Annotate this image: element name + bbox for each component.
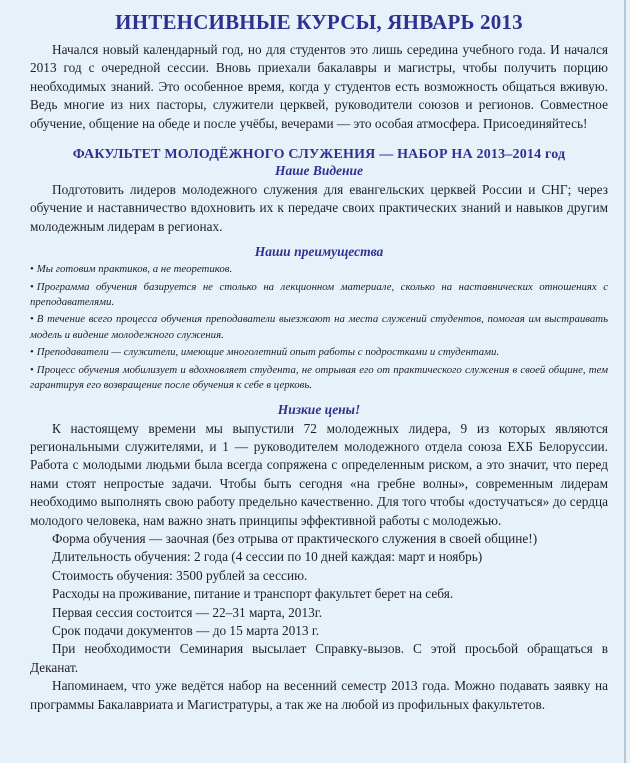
bullet-icon: • [30, 346, 34, 359]
page-border [624, 0, 626, 763]
list-item: • В течение всего процесса обучения преподаватели выезжают на места служений студентов, помогая им выстраивать модель и видение молодежного служения. [30, 313, 608, 341]
graduates-paragraph: К настоящему времени мы выпустили 72 молодежных лидера, 9 из которых являются региональными служителями, и 1 — руководителем молодежного отдела союза ЕХБ Белоруссии. Работа с молодыми людьми была всегда сопряжена с определенным риском, а это значит, что перед нами стоят непростые задачи. Чтобы быть сегодня «на гребне волны», современным лидерам необходимо выполнять свою работу предельно качественно. Для того чтобы «достучаться» до сердца молодого человека, нам важно знать принципы эффективной работы с молодежью. [30, 420, 608, 528]
study-cost: Стоимость обучения: 3500 рублей за сессию. [52, 567, 308, 583]
enrollment-reminder: Напоминаем, что уже ведётся набор на весенний семестр 2013 года. Можно подавать заявку на программы Бакалавриата и Магистратуры, а так же на любой из профильных факультетов. [30, 678, 608, 712]
vision-paragraph: Подготовить лидеров молодежного служения для евангельских церквей России и СНГ; через обучение и наставничество вдохновить их к передаче своих практических знаний и навыков другим молодежным лидерам в регионах. [30, 182, 608, 234]
prices-heading: Низкие цены! [277, 401, 361, 417]
page-title: ИНТЕНСИВНЫЕ КУРСЫ, ЯНВАРЬ 2013 [115, 10, 523, 34]
list-item: • Программа обучения базируется не столько на лекционном материале, сколько на наставнических отношениях с преподавателями. [30, 280, 608, 309]
study-form: Форма обучения — заочная (без отрыва от практического служения в своей общине!) [52, 530, 538, 546]
bullet-icon: • [30, 313, 34, 326]
expenses-note: Расходы на проживание, питание и транспорт факультет берет на себя. [52, 586, 454, 602]
list-item: • Процесс обучения мобилизует и вдохновляет студента, не отрывая его от практического служения в своей общине, тем гарантируя его возвращение после обучения к себе в церковь. [30, 363, 608, 392]
application-deadline: Срок подачи документов — до 15 марта 2013 г. [52, 622, 320, 638]
bullet-icon: • [30, 280, 34, 293]
vision-heading: Наше Видение [274, 163, 364, 179]
list-item: • Мы готовим практиков, а не теоретиков. [30, 263, 233, 276]
bullet-icon: • [30, 363, 34, 376]
first-session-date: Первая сессия состоится — 22–31 марта, 2013г. [52, 604, 323, 620]
advantages-heading: Наши преимущества [254, 244, 384, 260]
intro-paragraph: Начался новый календарный год, но для студентов это лишь середина учебного года. И начался 2013 год с очередной сессии. Вновь приехали бакалавры и магистры, чтобы получить порцию необходимых знаний. Это особенное время, когда у студентов есть возможность общаться вживую. Ведь многие из них пасторы, служители церквей, руководители союзов и регионов. Совместное обучение, общение на обеде и после учёбы, вечерами — это особая атмосфера. Присоединяйтесь! [30, 42, 608, 131]
faculty-heading: ФАКУЛЬТЕТ МОЛОДЁЖНОГО СЛУЖЕНИЯ — НАБОР НА 2013–2014 год [72, 147, 566, 163]
study-duration: Длительность обучения: 2 года (4 сессии по 10 дней каждая: март и ноябрь) [52, 549, 483, 565]
invitation-note: При необходимости Семинария высылает Справку-вызов. С этой просьбой обращаться в Деканат. [30, 641, 608, 675]
list-item: • Преподаватели — служители, имеющие многолетний опыт работы с подростками и студентами. [30, 346, 500, 359]
bullet-icon: • [30, 263, 34, 276]
advantages-list [30, 262, 608, 393]
